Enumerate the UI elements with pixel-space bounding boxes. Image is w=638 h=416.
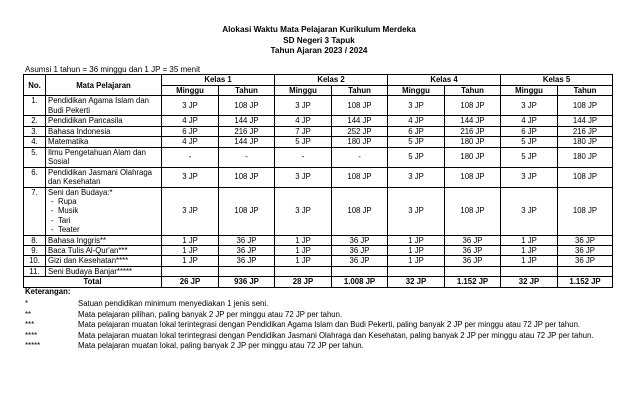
note-item	[25, 341, 364, 352]
subject-cell	[46, 147, 162, 167]
yearly-jp-cell: 108 JP	[445, 96, 501, 116]
weekly-jp-cell: 5 JP	[388, 137, 445, 147]
header-year: Tahun	[219, 86, 275, 96]
yearly-jp-cell: 36 JP	[219, 246, 275, 256]
subject-name: Ilmu Pengetahuan Alam dan Sosial	[48, 147, 146, 167]
total-weekly-cell: 32 JP	[388, 277, 445, 287]
yearly-jp-cell: 36 JP	[558, 246, 613, 256]
note-marker: *****	[25, 341, 41, 351]
row-number: 9.	[24, 246, 46, 256]
header-class: Kelas 5	[501, 75, 613, 86]
subject-subitem	[48, 216, 159, 225]
weekly-jp-cell: 3 JP	[388, 167, 445, 187]
note-marker: ****	[25, 330, 38, 340]
weekly-jp-cell: 3 JP	[388, 187, 445, 235]
total-row	[24, 277, 613, 287]
weekly-jp-cell: 1 JP	[388, 256, 445, 266]
yearly-jp-cell: 108 JP	[558, 96, 613, 116]
yearly-jp-cell: 36 JP	[219, 235, 275, 245]
row-number: 7.	[24, 187, 46, 235]
weekly-jp-cell: 1 JP	[501, 256, 558, 266]
total-weekly-cell: 26 JP	[162, 277, 219, 287]
yearly-jp-cell	[558, 266, 613, 276]
header-class: Kelas 4	[388, 75, 501, 86]
yearly-jp-cell: 36 JP	[558, 256, 613, 266]
subject-name: Pendidikan Jasmani Olahraga dan Kesehatan	[48, 167, 153, 187]
header-year: Tahun	[558, 86, 613, 96]
notes-list	[25, 299, 594, 352]
weekly-jp-cell: 6 JP	[388, 126, 445, 136]
weekly-jp-cell: 5 JP	[501, 137, 558, 147]
yearly-jp-cell: 180 JP	[445, 137, 501, 147]
subject-name: Baca Tulis Al-Qur'an***	[48, 246, 128, 256]
table-row	[24, 235, 613, 245]
subitem-label: Musik	[57, 206, 79, 216]
note-text: Mata pelajaran muatan lokal terintegrasi dengan Pendidikan Jasmani Olahraga dan Kesehatan, paling banyak 2 JP per minggu atau 72 JP per tahun.	[78, 330, 594, 340]
table-row	[24, 126, 613, 136]
weekly-jp-cell: 4 JP	[162, 116, 219, 126]
header-class: Kelas 1	[162, 75, 275, 86]
time-allocation-table	[23, 74, 613, 288]
header-year: Tahun	[445, 86, 501, 96]
note-item	[25, 330, 594, 342]
yearly-jp-cell: 36 JP	[219, 256, 275, 266]
subitem-label: Teater	[57, 225, 80, 235]
subject-name: Seni Budaya Banjar*****	[48, 266, 133, 276]
subject-cell	[46, 116, 162, 126]
yearly-jp-cell: 108 JP	[445, 187, 501, 235]
yearly-jp-cell: 180 JP	[445, 147, 501, 167]
weekly-jp-cell: 3 JP	[388, 96, 445, 116]
subject-cell	[46, 246, 162, 256]
subject-name: Bahasa Inggris**	[48, 235, 107, 245]
yearly-jp-cell: 36 JP	[332, 235, 388, 245]
row-number: 6.	[24, 167, 46, 187]
weekly-jp-cell: 1 JP	[501, 246, 558, 256]
yearly-jp-cell: 36 JP	[558, 235, 613, 245]
weekly-jp-cell: 5 JP	[388, 147, 445, 167]
subject-name: Pendidikan Pancasila	[48, 116, 123, 126]
subject-subitem	[48, 206, 159, 215]
subitem-label: Rupa	[57, 197, 77, 207]
row-number: 8.	[24, 235, 46, 245]
total-weekly-cell: 28 JP	[275, 277, 332, 287]
weekly-jp-cell: 6 JP	[501, 126, 558, 136]
weekly-jp-cell: 1 JP	[388, 235, 445, 245]
header-week: Minggu	[162, 86, 219, 96]
yearly-jp-cell: 144 JP	[219, 116, 275, 126]
table-row	[24, 187, 613, 235]
yearly-jp-cell: 216 JP	[445, 126, 501, 136]
yearly-jp-cell: 108 JP	[445, 167, 501, 187]
document-title: Alokasi Waktu Mata Pelajaran Kurikulum Merdeka	[222, 25, 416, 34]
list-dash: -	[51, 215, 58, 225]
total-label: Total	[24, 277, 162, 287]
yearly-jp-cell: 252 JP	[332, 126, 388, 136]
weekly-jp-cell: 3 JP	[275, 96, 332, 116]
table-row	[24, 116, 613, 126]
note-marker: **	[25, 309, 32, 319]
note-text: Mata pelajaran pilihan, paling banyak 2 JP per minggu atau 72 JP per tahun.	[78, 309, 343, 319]
row-number: 3.	[24, 126, 46, 136]
note-item	[25, 320, 581, 331]
yearly-jp-cell: 36 JP	[445, 235, 501, 245]
yearly-jp-cell: 216 JP	[219, 126, 275, 136]
note-marker: *	[25, 299, 29, 308]
weekly-jp-cell: 4 JP	[275, 116, 332, 126]
table-row	[24, 96, 613, 116]
list-dash: -	[51, 206, 58, 216]
header-week: Minggu	[275, 86, 332, 96]
subject-subitem	[48, 197, 159, 206]
yearly-jp-cell	[332, 266, 388, 276]
subject-cell	[46, 235, 162, 245]
note-text: Mata pelajaran muatan lokal, paling banyak 2 JP per minggu atau 72 JP per tahun.	[78, 341, 364, 351]
yearly-jp-cell	[219, 266, 275, 276]
yearly-jp-cell: -	[332, 147, 388, 167]
header-class: Kelas 2	[275, 75, 388, 86]
yearly-jp-cell: 36 JP	[332, 246, 388, 256]
table-row	[24, 167, 613, 187]
row-number: 10.	[24, 256, 46, 266]
header-subject: Mata Pelajaran	[46, 75, 162, 96]
note-text: Mata pelajaran muatan lokal terintegrasi dengan Pendidikan Agama Islam dan Budi Pekerti, paling banyak 2 JP per minggu atau 72 JP per tahun.	[78, 320, 581, 330]
subject-name: Gizi dan Kesehatan****	[48, 256, 129, 266]
weekly-jp-cell: 3 JP	[501, 167, 558, 187]
yearly-jp-cell: 180 JP	[558, 147, 613, 167]
row-number: 11.	[24, 266, 46, 276]
yearly-jp-cell: 144 JP	[219, 137, 275, 147]
weekly-jp-cell: 3 JP	[162, 96, 219, 116]
yearly-jp-cell	[445, 266, 501, 276]
subject-subitem	[48, 225, 159, 234]
yearly-jp-cell: 36 JP	[445, 256, 501, 266]
yearly-jp-cell: 144 JP	[332, 116, 388, 126]
table-row	[24, 147, 613, 167]
row-number: 4.	[24, 137, 46, 147]
list-dash: -	[51, 225, 58, 235]
weekly-jp-cell: 1 JP	[275, 246, 332, 256]
table-row	[24, 256, 613, 266]
subitem-label: Tari	[57, 215, 71, 225]
total-yearly-cell: 1.152 JP	[558, 277, 613, 287]
note-text: Satuan pendidikan minimum menyediakan 1 jenis seni.	[78, 299, 269, 308]
row-number: 1.	[24, 96, 46, 116]
yearly-jp-cell: 108 JP	[332, 96, 388, 116]
subject-name: Matematika	[48, 137, 89, 147]
weekly-jp-cell: 1 JP	[162, 256, 219, 266]
total-yearly-cell: 1.152 JP	[445, 277, 501, 287]
subject-cell	[46, 137, 162, 147]
weekly-jp-cell	[501, 266, 558, 276]
document-header	[0, 25, 638, 57]
yearly-jp-cell: 108 JP	[558, 187, 613, 235]
school-name: SD Negeri 3 Tapuk	[283, 35, 355, 45]
header-week: Minggu	[501, 86, 558, 96]
weekly-jp-cell: 1 JP	[501, 235, 558, 245]
table-row	[24, 246, 613, 256]
yearly-jp-cell: 180 JP	[558, 137, 613, 147]
weekly-jp-cell: -	[162, 147, 219, 167]
subject-cell	[46, 167, 162, 187]
notes-heading: Keterangan:	[25, 287, 71, 296]
weekly-jp-cell: 1 JP	[275, 235, 332, 245]
note-item	[25, 299, 269, 310]
weekly-jp-cell: -	[275, 147, 332, 167]
weekly-jp-cell: 3 JP	[275, 167, 332, 187]
total-yearly-cell: 936 JP	[219, 277, 275, 287]
yearly-jp-cell: 108 JP	[332, 167, 388, 187]
weekly-jp-cell: 5 JP	[275, 137, 332, 147]
weekly-jp-cell: 1 JP	[162, 246, 219, 256]
subject-cell	[46, 126, 162, 136]
weekly-jp-cell: 1 JP	[162, 235, 219, 245]
weekly-jp-cell: 3 JP	[162, 167, 219, 187]
assumption-text: Asumsi 1 tahun = 36 minggu dan 1 JP = 35 menit	[25, 65, 201, 74]
header-week: Minggu	[388, 86, 445, 96]
table-row	[24, 266, 613, 276]
weekly-jp-cell	[162, 266, 219, 276]
table-row	[24, 137, 613, 147]
subject-cell	[46, 256, 162, 266]
weekly-jp-cell	[275, 266, 332, 276]
row-number: 5.	[24, 147, 46, 167]
subject-name: Bahasa Indonesia	[48, 126, 111, 136]
yearly-jp-cell: 108 JP	[332, 187, 388, 235]
subject-name: Pendidikan Agama Islam dan Budi Pekerti	[48, 96, 149, 115]
table-body	[24, 96, 613, 287]
yearly-jp-cell: 36 JP	[445, 246, 501, 256]
yearly-jp-cell: 108 JP	[219, 167, 275, 187]
weekly-jp-cell	[388, 266, 445, 276]
list-dash: -	[51, 197, 58, 207]
yearly-jp-cell: 144 JP	[558, 116, 613, 126]
note-item	[25, 309, 343, 321]
weekly-jp-cell: 4 JP	[388, 116, 445, 126]
subject-cell	[46, 187, 162, 235]
header-no: No.	[24, 75, 46, 96]
weekly-jp-cell: 4 JP	[501, 116, 558, 126]
yearly-jp-cell: 180 JP	[332, 137, 388, 147]
weekly-jp-cell: 4 JP	[162, 137, 219, 147]
yearly-jp-cell: 144 JP	[445, 116, 501, 126]
yearly-jp-cell: -	[219, 147, 275, 167]
academic-year: Tahun Ajaran 2023 / 2024	[270, 46, 368, 55]
notes-section	[25, 287, 594, 352]
yearly-jp-cell: 36 JP	[332, 256, 388, 266]
weekly-jp-cell: 1 JP	[275, 256, 332, 266]
weekly-jp-cell: 3 JP	[275, 187, 332, 235]
note-marker: ***	[25, 320, 35, 330]
subject-cell	[46, 266, 162, 276]
weekly-jp-cell: 3 JP	[501, 187, 558, 235]
subject-cell	[46, 96, 162, 116]
weekly-jp-cell: 5 JP	[501, 147, 558, 167]
row-number: 2.	[24, 116, 46, 126]
weekly-jp-cell: 3 JP	[501, 96, 558, 116]
header-year: Tahun	[332, 86, 388, 96]
total-weekly-cell: 32 JP	[501, 277, 558, 287]
total-yearly-cell: 1.008 JP	[332, 277, 388, 287]
weekly-jp-cell: 3 JP	[162, 187, 219, 235]
yearly-jp-cell: 108 JP	[558, 167, 613, 187]
weekly-jp-cell: 6 JP	[162, 126, 219, 136]
yearly-jp-cell: 108 JP	[219, 187, 275, 235]
yearly-jp-cell: 108 JP	[219, 96, 275, 116]
subject-name: Seni dan Budaya:*	[48, 187, 113, 197]
weekly-jp-cell: 7 JP	[275, 126, 332, 136]
weekly-jp-cell: 1 JP	[388, 246, 445, 256]
yearly-jp-cell: 216 JP	[558, 126, 613, 136]
